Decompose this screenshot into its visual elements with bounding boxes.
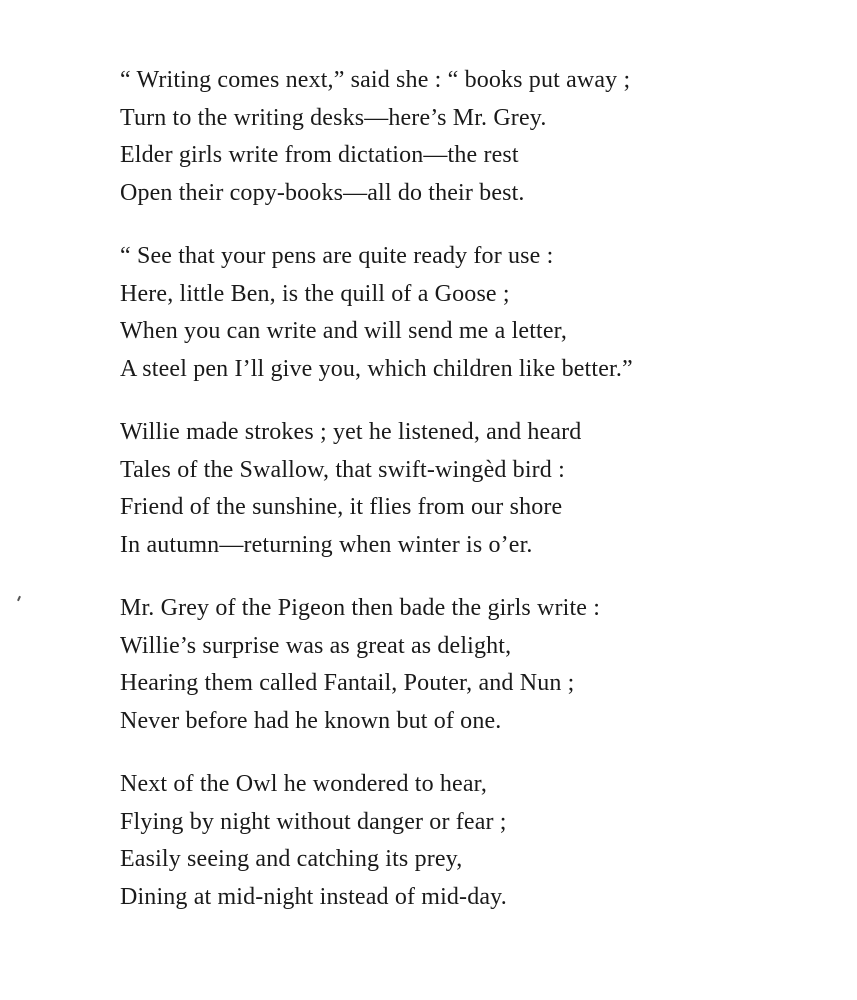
poem-line: Friend of the sunshine, it flies from our shore <box>120 494 563 520</box>
ink-speck <box>17 596 21 601</box>
poem-line: In autumn—returning when winter is o’er. <box>120 531 533 558</box>
poem-line: Turn to the writing desks—here’s Mr. Grey. <box>120 104 547 131</box>
poem-line: Next of the Owl he wondered to hear, <box>120 771 487 797</box>
poem-line: A steel pen I’ll give you, which children like better.” <box>120 355 633 382</box>
poem-line: Tales of the Swallow, that swift-wingèd bird : <box>120 456 565 483</box>
poem-line: Willie made strokes ; yet he listened, and heard <box>120 419 582 445</box>
poem-line: Dining at mid-night instead of mid-day. <box>120 883 507 910</box>
stanza <box>120 414 840 564</box>
poem-line: Flying by night without danger or fear ; <box>120 808 507 835</box>
poem-line: Elder girls write from dictation—the rest <box>120 142 519 168</box>
poem-line: Mr. Grey of the Pigeon then bade the girls write : <box>120 595 601 621</box>
stanza <box>120 238 840 388</box>
poem <box>120 62 840 942</box>
poem-line: “ See that your pens are quite ready for use : <box>120 243 554 269</box>
poem-line: Here, little Ben, is the quill of a Goose ; <box>120 280 510 307</box>
stanza <box>120 590 840 740</box>
poem-line: Hearing them called Fantail, Pouter, and Nun ; <box>120 670 575 696</box>
poem-line: Never before had he known but of one. <box>120 707 502 734</box>
poem-line: When you can write and will send me a letter, <box>120 318 567 344</box>
stanza <box>120 766 840 916</box>
poem-line: Willie’s surprise was as great as delight, <box>120 632 512 659</box>
poem-line: Open their copy-books—all do their best. <box>120 179 525 206</box>
poem-line: “ Writing comes next,” said she : “ books put away ; <box>120 67 631 93</box>
poem-line: Easily seeing and catching its prey, <box>120 846 463 872</box>
stanza <box>120 62 840 212</box>
